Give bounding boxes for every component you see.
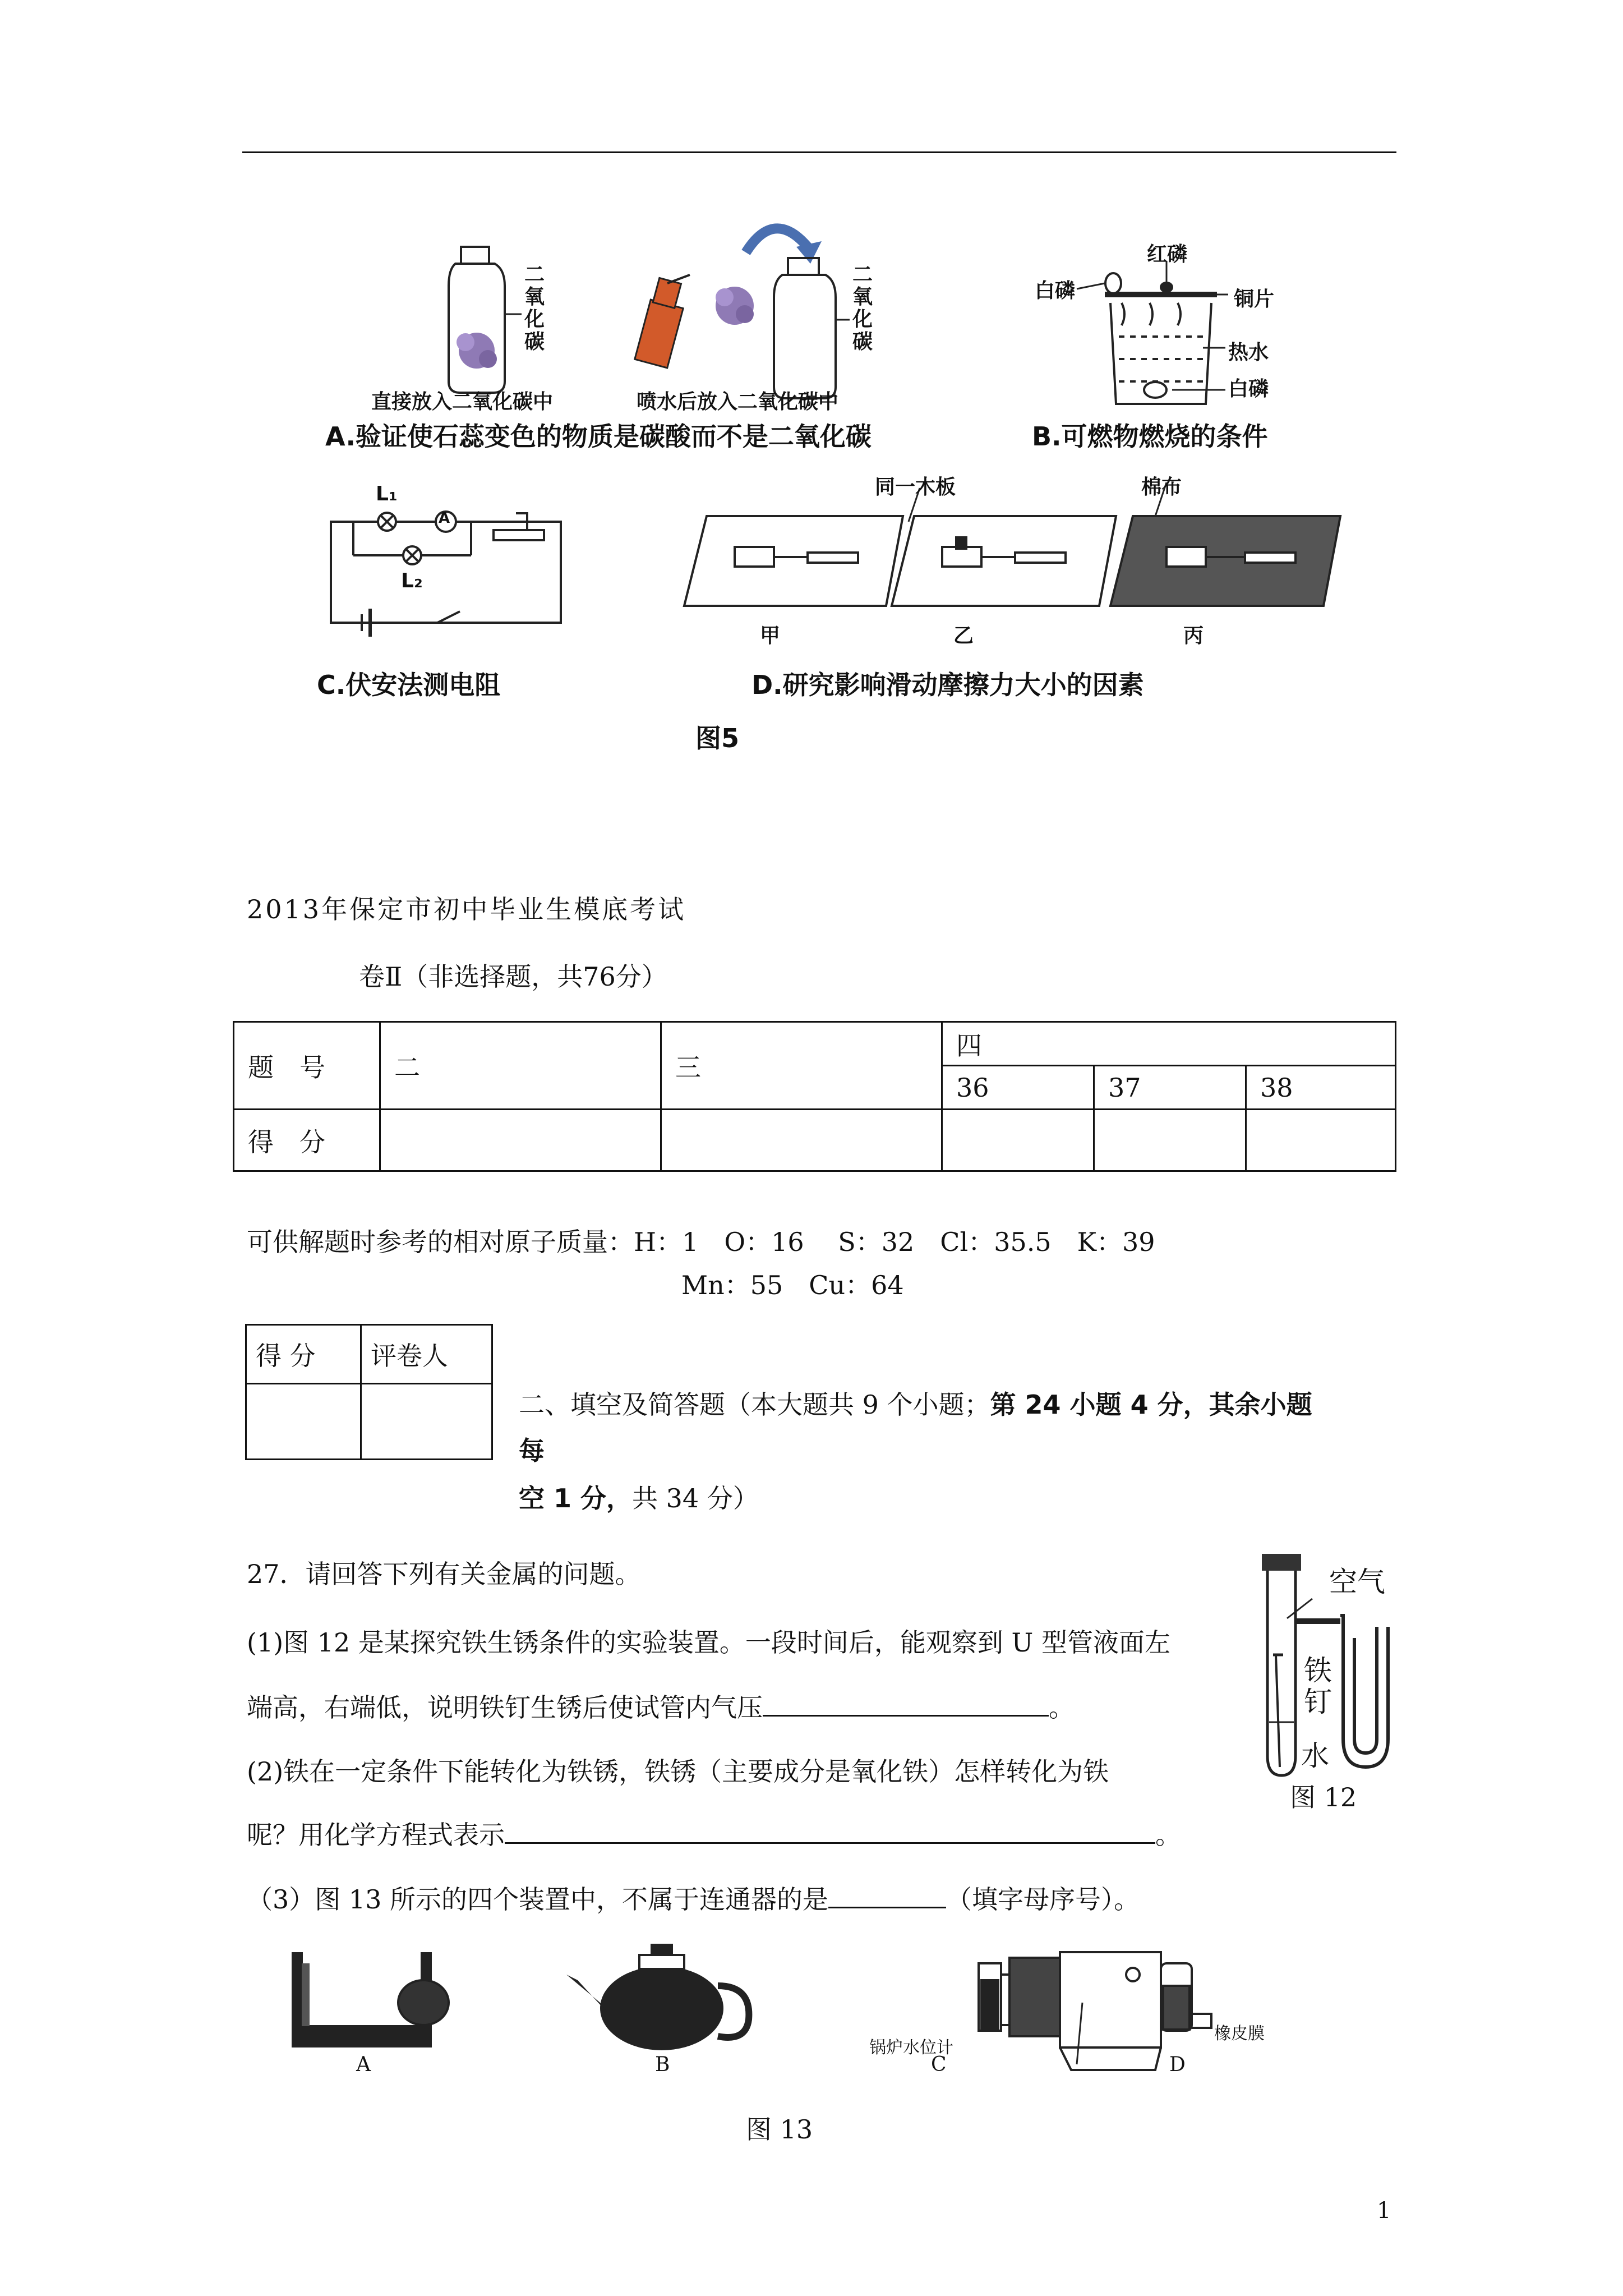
q27-part2-end: 。 [1155, 1820, 1181, 1850]
score-table [233, 1021, 1396, 1172]
q27-part3-end: （填字母序号）。 [946, 1884, 1140, 1915]
figure-13-a-label: A [356, 2053, 371, 2076]
ammeter-label: A [439, 510, 450, 527]
board-yi-label: 乙 [953, 624, 974, 647]
board-bing-label: 丙 [1183, 624, 1204, 647]
section-2-line-1-bold: 第 24 小题 4 分，其余小题 [990, 1389, 1312, 1420]
grader-name-cell[interactable] [361, 1384, 492, 1460]
figure-12 [1245, 1554, 1436, 1823]
copper-sheet-label: 铜片 [1234, 288, 1275, 311]
score-table-sub-38: 38 [1246, 1066, 1396, 1110]
score-cell-2[interactable] [380, 1110, 661, 1171]
exam-title: 2013年保定市初中毕业生模底考试 [247, 894, 686, 924]
figure-12-caption: 图 12 [1290, 1782, 1357, 1812]
page-number: 1 [1377, 2198, 1391, 2224]
figure-13-d-label: D [1169, 2053, 1186, 2076]
score-table-sub-37: 37 [1094, 1066, 1246, 1110]
white-phosphorus-bottom-label: 白磷 [1228, 378, 1269, 401]
figure-5-label-d: D.研究影响滑动摩擦力大小的因素 [751, 670, 1144, 700]
q27-part1-line2-text: 端高，右端低，说明铁钉生锈后使试管内气压 [247, 1692, 763, 1723]
atomic-masses-line-1: 可供解题时参考的相对原子质量：H：1 O：16 S：32 Cl：35.5 K：39 [247, 1227, 1155, 1257]
board-jia-label: 甲 [760, 624, 781, 647]
q27-part2-answer-blank[interactable] [505, 1820, 1155, 1844]
figure-13-b-label: B [655, 2053, 670, 2076]
q27-part1-answer-blank[interactable] [763, 1692, 1049, 1717]
apparatus-d [1161, 1963, 1211, 2031]
figure-5-caption: 图5 [695, 723, 740, 753]
q27-part2-line2 [247, 1815, 1181, 1852]
bottle-2-gas-label: 二氧化碳 [852, 263, 873, 353]
score-cell-37[interactable] [1094, 1110, 1246, 1171]
section-2-line-1-normal: 二、填空及简答题（本大题共 9 个小题； [519, 1389, 990, 1420]
grader-table-grader-label: 评卷人 [361, 1325, 492, 1384]
figure-12-nail-label: 铁钉 [1304, 1654, 1332, 1718]
section-2-line-1 [519, 1384, 1312, 1421]
figure-5-label-a: A.验证使石蕊变色的物质是碳酸而不是二氧化碳 [325, 421, 872, 452]
section-2-line-3 [519, 1478, 759, 1515]
score-table-row1-label: 题 号 [234, 1022, 380, 1110]
paper-title: 卷Ⅱ（非选择题，共76分） [359, 961, 667, 992]
figure-12-air-label: 空气 [1329, 1566, 1385, 1598]
section-2-line-3-bold: 空 1 分， [519, 1483, 633, 1513]
bottle-1-gas-label: 二氧化碳 [524, 263, 545, 353]
figure-5-label-b: B.可燃物燃烧的条件 [1032, 421, 1268, 452]
apparatus-c [979, 1952, 1161, 2070]
cotton-cloth-label: 棉布 [1141, 476, 1182, 499]
apparatus-b [566, 1944, 749, 2050]
figure-5-label-c: C.伏安法测电阻 [317, 670, 501, 700]
section-2-line-3-normal: 共 34 分） [632, 1483, 759, 1513]
hot-water-label: 热水 [1228, 341, 1269, 364]
figure-13-rubber-membrane-label: 橡皮膜 [1214, 2024, 1265, 2044]
q27-part2-line2-text: 呢？用化学方程式表示 [247, 1820, 505, 1850]
figure-13-c-label: C [931, 2053, 947, 2076]
q27-part2-line1: (2)铁在一定条件下能转化为铁锈，铁锈（主要成分是氧化铁）怎样转化为铁 [247, 1756, 1109, 1787]
atomic-masses-line-2: Mn：55 Cu：64 [681, 1270, 904, 1300]
bottle-2 [774, 258, 836, 398]
figure-12-water-label: 水 [1301, 1740, 1329, 1772]
q27-part3-answer-blank[interactable] [828, 1884, 946, 1908]
score-cell-38[interactable] [1246, 1110, 1396, 1171]
q27-part1-end: 。 [1049, 1692, 1075, 1723]
score-table-sub-36: 36 [942, 1066, 1094, 1110]
sprayer [635, 275, 690, 368]
score-cell-36[interactable] [942, 1110, 1094, 1171]
figure-13 [280, 1941, 1335, 2143]
grader-table-score-label: 得 分 [246, 1325, 361, 1384]
q27-part1-line2 [247, 1687, 1075, 1724]
score-table-col4: 四 [942, 1022, 1396, 1066]
bottle-2-caption: 喷水后放入二氧化碳中 [637, 390, 839, 413]
figure-5-drawing [0, 0, 1623, 763]
score-table-col3: 三 [661, 1022, 942, 1110]
q27-part3-line [247, 1879, 1140, 1916]
bottle-1-caption: 直接放入二氧化碳中 [371, 390, 554, 413]
same-board-label: 同一木板 [875, 476, 956, 499]
lamp-l1-label: L₁ [376, 482, 398, 505]
section-2-line-2 [519, 1430, 545, 1467]
score-table-row2-label: 得 分 [234, 1110, 380, 1171]
section-2-line-2-bold: 每 [519, 1435, 545, 1466]
score-table-col2: 二 [380, 1022, 661, 1110]
grader-score-cell[interactable] [246, 1384, 361, 1460]
q27-stem: 27．请回答下列有关金属的问题。 [247, 1559, 641, 1589]
figure-13-caption: 图 13 [746, 2114, 813, 2145]
friction-boards [684, 482, 1340, 606]
apparatus-a [292, 1952, 449, 2047]
grader-table [245, 1324, 493, 1460]
red-phosphorus-label: 红磷 [1147, 243, 1188, 266]
figure-5 [0, 0, 1623, 763]
q27-part3-text: （3）图 13 所示的四个装置中，不属于连通器的是 [247, 1884, 829, 1915]
q27-part1-line1: (1)图 12 是某探究铁生锈条件的实验装置。一段时间后，能观察到 U 型管液面左 [247, 1627, 1170, 1658]
white-phosphorus-top-label: 白磷 [1035, 279, 1076, 302]
lamp-l2-label: L₂ [401, 569, 423, 592]
figure-13-boiler-gauge-label: 锅炉水位计 [869, 2038, 953, 2058]
bottle-1 [449, 247, 505, 393]
score-cell-3[interactable] [661, 1110, 942, 1171]
circuit-diagram [331, 512, 561, 637]
